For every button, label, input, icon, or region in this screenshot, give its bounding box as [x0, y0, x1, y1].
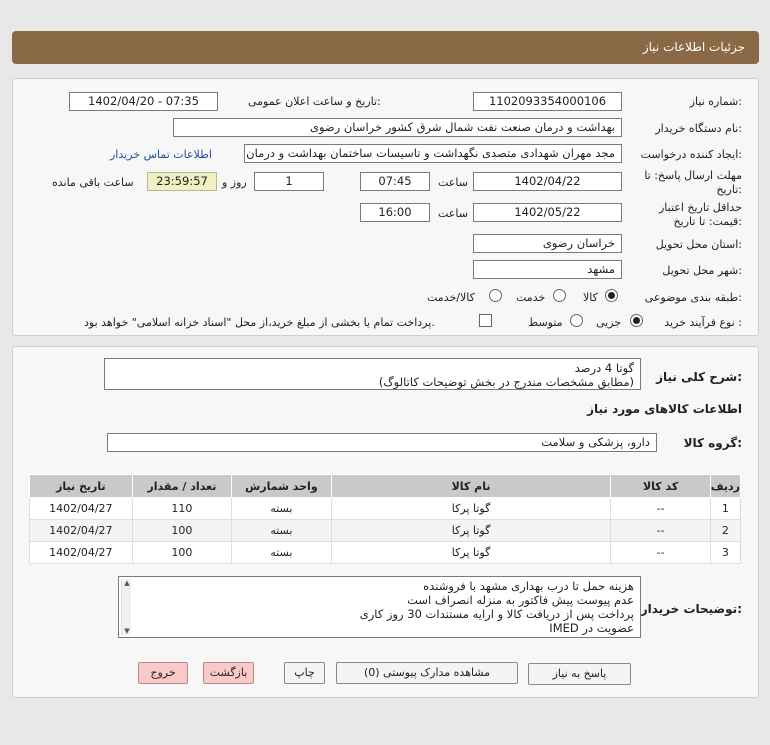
buyer-notes-label: توضیحات خریدار: [640, 602, 742, 616]
goods-table [29, 474, 741, 564]
creator-field[interactable]: مجد مهران شهدادی متصدی نگهداشت و تاسیسات ساختمان بهداشت و درمان [244, 144, 622, 163]
page-header [12, 31, 759, 64]
cell-unit: بسته [232, 498, 332, 520]
cell-code: -- [611, 520, 710, 542]
days-label: روز و [222, 176, 247, 189]
cell-unit: بسته [232, 542, 332, 564]
col-row: ردیف [710, 475, 740, 498]
category-radio-service[interactable] [553, 289, 566, 302]
province-field[interactable]: خراسان رضوی [473, 234, 622, 253]
summary-label: شرح کلی نیاز: [656, 370, 742, 384]
validity-time-label: ساعت [438, 207, 468, 220]
creator-label: ایجاد کننده درخواست: [640, 148, 742, 161]
cell-row: 2 [710, 520, 740, 542]
deadline-time-field[interactable]: 07:45 [360, 172, 430, 191]
back-button[interactable]: بازگشت [203, 662, 254, 684]
goods-group-label: گروه کالا: [683, 436, 742, 450]
need-number-field[interactable]: 1102093354000106 [473, 92, 622, 111]
category-option-service: خدمت [516, 291, 546, 304]
process-radio-minor[interactable] [630, 314, 643, 327]
validity-label-2: قیمت: تا تاریخ: [673, 215, 742, 228]
cell-date: 1402/04/27 [30, 498, 133, 520]
notes-scrollbar[interactable] [121, 579, 131, 635]
col-code: کد کالا [611, 475, 710, 498]
category-radio-goods-service[interactable] [489, 289, 502, 302]
validity-label: حداقل تاریخ اعتبار [658, 201, 742, 214]
remaining-time-field: 23:59:57 [147, 172, 217, 191]
category-option-goods-service: کالا/خدمت [427, 291, 475, 304]
buyer-org-field[interactable]: بهداشت و درمان صنعت نفت شمال شرق کشور خراسان رضوی [173, 118, 622, 137]
buyer-org-label: نام دستگاه خریدار: [655, 122, 742, 135]
scroll-up-icon[interactable]: ▲ [124, 579, 130, 587]
print-button[interactable]: چاپ [284, 662, 325, 684]
summary-line-2: (مطابق مشخصات مندرج در بخش توضیحات کاتالوگ) [378, 375, 634, 389]
scroll-down-icon[interactable]: ▼ [124, 627, 130, 635]
announce-field[interactable]: 1402/04/20 - 07:35 [69, 92, 218, 111]
table-row[interactable] [30, 498, 741, 520]
need-number-label: شماره نیاز: [689, 95, 742, 108]
cell-row: 1 [710, 498, 740, 520]
cell-qty: 100 [132, 520, 231, 542]
validity-date-field[interactable]: 1402/05/22 [473, 203, 622, 222]
process-option-medium: متوسط [528, 316, 563, 329]
table-row[interactable] [30, 542, 741, 564]
col-qty: تعداد / مقدار [132, 475, 231, 498]
exit-button[interactable]: خروج [138, 662, 188, 684]
page-title: جزئیات اطلاعات نیاز [642, 40, 745, 54]
goods-group-field[interactable]: دارو، پزشکی و سلامت [107, 433, 657, 452]
buyer-notes-box[interactable] [118, 576, 641, 638]
summary-box [104, 358, 641, 390]
summary-line-1: گوتا 4 درصد [574, 361, 634, 375]
days-field[interactable]: 1 [254, 172, 324, 191]
buyer-note-line: پرداخت پس از دریافت کالا و ارایه مستندات 30 روز کاری [359, 607, 634, 621]
table-row[interactable] [30, 520, 741, 542]
deadline-label-2: تاریخ: [716, 183, 742, 196]
announce-label: تاریخ و ساعت اعلان عمومی: [248, 95, 381, 108]
buyer-note-line: هزینه حمل تا درب بهداری مشهد با فروشنده [423, 579, 634, 593]
cell-row: 3 [710, 542, 740, 564]
process-radio-medium[interactable] [570, 314, 583, 327]
cell-qty: 100 [132, 542, 231, 564]
process-label: نوع فرآیند خرید : [664, 316, 742, 329]
cell-unit: بسته [232, 520, 332, 542]
col-date: تاریخ نیاز [30, 475, 133, 498]
cell-date: 1402/04/27 [30, 520, 133, 542]
reply-button[interactable]: پاسخ به نیاز [528, 663, 631, 685]
process-option-minor: جزیی [596, 316, 622, 329]
buyer-note-line: عضویت در IMED [549, 621, 634, 635]
category-option-goods: کالا [583, 291, 598, 304]
category-label: طبقه بندی موضوعی: [644, 291, 742, 304]
col-name: نام کالا [331, 475, 611, 498]
cell-name: گوتا پرکا [331, 542, 611, 564]
buyer-note-line: عدم پیوست پیش فاکتور به منزله انصراف است [407, 593, 634, 607]
cell-qty: 110 [132, 498, 231, 520]
validity-time-field[interactable]: 16:00 [360, 203, 430, 222]
table-header-row [30, 475, 741, 498]
process-note: پرداخت تمام یا بخشی از مبلغ خرید،از محل "اسناد خزانه اسلامی" خواهد بود. [84, 316, 435, 329]
buyer-contact-link[interactable]: اطلاعات تماس خریدار [110, 148, 212, 161]
attachments-button[interactable]: مشاهده مدارک پیوستی (0) [336, 662, 518, 684]
cell-name: گوتا پرکا [331, 498, 611, 520]
cell-date: 1402/04/27 [30, 542, 133, 564]
col-unit: واحد شمارش [232, 475, 332, 498]
deadline-time-label: ساعت [438, 176, 468, 189]
cell-code: -- [611, 542, 710, 564]
category-radio-goods[interactable] [605, 289, 618, 302]
cell-name: گوتا پرکا [331, 520, 611, 542]
cell-code: -- [611, 498, 710, 520]
city-label: شهر محل تحویل: [662, 264, 742, 277]
goods-info-title: اطلاعات کالاهای مورد نیاز [587, 402, 742, 416]
treasury-checkbox[interactable] [479, 314, 492, 327]
remaining-label: ساعت باقی مانده [52, 176, 134, 189]
city-field[interactable]: مشهد [473, 260, 622, 279]
province-label: استان محل تحویل: [655, 238, 742, 251]
deadline-label: مهلت ارسال پاسخ: تا [644, 169, 742, 182]
deadline-date-field[interactable]: 1402/04/22 [473, 172, 622, 191]
